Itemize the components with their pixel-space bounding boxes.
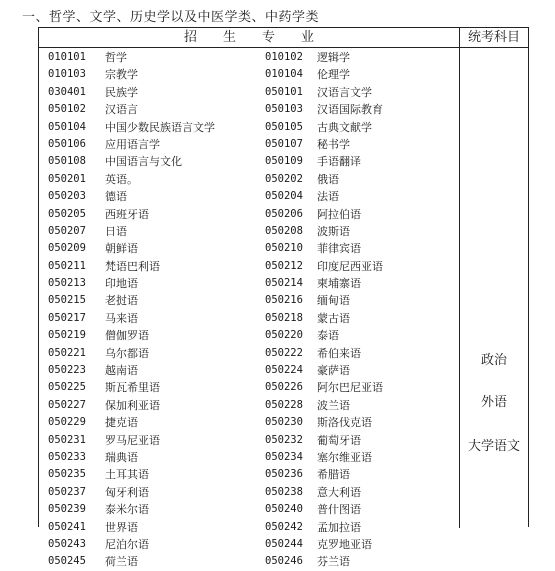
major-code: 050245: [48, 555, 86, 568]
major-code: 050223: [48, 364, 86, 377]
major-name: 老挝语: [105, 294, 138, 308]
table-row: [39, 223, 459, 240]
major-code: 050204: [265, 190, 303, 203]
major-name: 越南语: [105, 364, 138, 378]
table-row: [39, 275, 459, 292]
table-row: [39, 414, 459, 431]
major-code: 050244: [265, 537, 303, 550]
table-row: [39, 449, 459, 466]
major-name: 德语: [105, 190, 127, 204]
table-row: [39, 188, 459, 205]
major-name: 克罗地亚语: [317, 537, 372, 551]
majors-table: [38, 27, 529, 569]
major-code: 050212: [265, 259, 303, 272]
major-code: 050213: [48, 277, 86, 290]
major-code: 050221: [48, 346, 86, 359]
exam-subject-foreign-language: 外语: [480, 395, 507, 410]
major-name: 印地语: [105, 277, 138, 291]
table-row: [39, 136, 459, 153]
major-name: 民族学: [105, 85, 138, 99]
table-row: [39, 171, 459, 188]
major-name: 瑞典语: [105, 450, 138, 464]
major-name: 保加利亚语: [105, 398, 160, 412]
major-name: 宗教学: [105, 68, 138, 82]
major-code: 050237: [48, 485, 86, 498]
major-code: 050106: [48, 137, 86, 150]
major-code: 050101: [265, 85, 303, 98]
major-name: 斯瓦希里语: [105, 381, 160, 395]
major-code: 010102: [265, 51, 303, 63]
table-row: [39, 153, 459, 170]
major-code: 050240: [265, 503, 303, 516]
major-name: 波斯语: [317, 224, 350, 238]
table-row: [39, 501, 459, 518]
major-code: 050103: [265, 103, 303, 116]
major-name: 泰米尔语: [105, 503, 149, 517]
major-name: 汉语国际教育: [317, 103, 383, 117]
major-name: 中国少数民族语言文学: [105, 120, 215, 134]
major-code: 050214: [265, 277, 303, 290]
major-code: 010101: [48, 51, 86, 63]
major-name: 手语翻译: [317, 155, 361, 169]
major-name: 印度尼西亚语: [317, 259, 383, 273]
table-body: [39, 49, 459, 571]
major-name: 逻辑学: [317, 51, 350, 64]
major-name: 葡萄牙语: [317, 433, 361, 447]
major-name: 应用语言学: [105, 137, 160, 151]
major-name: 英语。: [105, 172, 138, 186]
major-code: 050219: [48, 329, 86, 342]
major-code: 050206: [265, 207, 303, 220]
table-row: [39, 84, 459, 101]
table-row: [39, 258, 459, 275]
major-name: 孟加拉语: [317, 520, 361, 534]
major-name: 西班牙语: [105, 207, 149, 221]
major-code: 050238: [265, 485, 303, 498]
table-row: [39, 379, 459, 396]
major-name: 匈牙利语: [105, 485, 149, 499]
major-name: 汉语言: [105, 103, 138, 117]
table-row: [39, 466, 459, 483]
major-code: 050203: [48, 190, 86, 203]
major-name: 意大利语: [317, 485, 361, 499]
table-row: [39, 206, 459, 223]
major-name: 乌尔都语: [105, 346, 149, 360]
major-code: 050107: [265, 137, 303, 150]
major-code: 050231: [48, 433, 86, 446]
major-name: 中国语言与文化: [105, 155, 182, 169]
major-name: 捷克语: [105, 416, 138, 430]
major-name: 缅甸语: [317, 294, 350, 308]
major-code: 050235: [48, 468, 86, 481]
table-row: [39, 310, 459, 327]
major-name: 日语: [105, 224, 127, 238]
major-name: 罗马尼亚语: [105, 433, 160, 447]
major-code: 050109: [265, 155, 303, 168]
major-code: 010104: [265, 68, 303, 81]
major-code: 050243: [48, 537, 86, 550]
major-code: 050225: [48, 381, 86, 394]
major-code: 050208: [265, 224, 303, 237]
table-row: [39, 519, 459, 536]
major-name: 土耳其语: [105, 468, 149, 482]
major-name: 阿尔巴尼亚语: [317, 381, 383, 395]
major-code: 050217: [48, 311, 86, 324]
major-code: 050228: [265, 398, 303, 411]
major-name: 汉语言文学: [317, 85, 372, 99]
major-name: 菲律宾语: [317, 242, 361, 256]
major-code: 050234: [265, 450, 303, 463]
major-name: 古典文献学: [317, 120, 372, 134]
major-code: 050233: [48, 450, 86, 463]
section-heading: 一、哲学、文学、历史学以及中医学类、中药学类: [22, 10, 320, 25]
major-code: 050218: [265, 311, 303, 324]
major-name: 波兰语: [317, 398, 350, 412]
major-code: 050215: [48, 294, 86, 307]
major-code: 050211: [48, 259, 86, 272]
major-name: 世界语: [105, 520, 138, 534]
major-code: 010103: [48, 68, 86, 81]
major-code: 050242: [265, 520, 303, 533]
major-code: 050209: [48, 242, 86, 255]
major-code: 050104: [48, 120, 86, 133]
major-name: 荷兰语: [105, 555, 138, 569]
major-code: 050239: [48, 503, 86, 516]
exam-subject-college-chinese: 大学语文: [467, 439, 520, 454]
table-row: [39, 66, 459, 83]
major-name: 塞尔维亚语: [317, 450, 372, 464]
major-code: 050227: [48, 398, 86, 411]
major-name: 豪萨语: [317, 364, 350, 378]
table-row: [39, 292, 459, 309]
table-row: [39, 327, 459, 344]
major-name: 蒙古语: [317, 311, 350, 325]
major-code: 050229: [48, 416, 86, 429]
major-code: 050232: [265, 433, 303, 446]
table-row: [39, 101, 459, 118]
table-row: [39, 397, 459, 414]
table-row: [39, 432, 459, 449]
major-name: 普什图语: [317, 503, 361, 517]
major-name: 伦理学: [317, 68, 350, 82]
major-code: 050216: [265, 294, 303, 307]
major-name: 芬兰语: [317, 555, 350, 569]
major-name: 希伯来语: [317, 346, 361, 360]
major-code: 050246: [265, 555, 303, 568]
header-major: 招生专业: [183, 30, 340, 45]
major-code: 050102: [48, 103, 86, 116]
major-code: 050210: [265, 242, 303, 255]
major-name: 梵语巴利语: [105, 259, 160, 273]
major-code: 050220: [265, 329, 303, 342]
major-code: 050205: [48, 207, 86, 220]
table-row: [39, 553, 459, 570]
major-name: 泰语: [317, 329, 339, 343]
major-code: 050236: [265, 468, 303, 481]
table-row: [39, 119, 459, 136]
table-row: [39, 240, 459, 257]
major-name: 哲学: [105, 51, 127, 64]
major-code: 050105: [265, 120, 303, 133]
major-code: 030401: [48, 85, 86, 98]
header-exam-subjects: 统考科目: [467, 30, 520, 45]
table-row: [39, 536, 459, 553]
major-code: 050207: [48, 224, 86, 237]
major-name: 俄语: [317, 172, 339, 186]
major-code: 050224: [265, 364, 303, 377]
exam-subject-politics: 政治: [480, 353, 507, 368]
major-code: 050202: [265, 172, 303, 185]
table-header: [39, 28, 528, 48]
major-name: 希腊语: [317, 468, 350, 482]
table-row: [39, 345, 459, 362]
major-code: 050108: [48, 155, 86, 168]
major-name: 法语: [317, 190, 339, 204]
table-row: [39, 484, 459, 501]
major-name: 马来语: [105, 311, 138, 325]
table-row: [39, 49, 459, 66]
major-code: 050222: [265, 346, 303, 359]
major-name: 尼泊尔语: [105, 537, 149, 551]
major-code: 050201: [48, 172, 86, 185]
table-row: [39, 362, 459, 379]
major-name: 斯洛伐克语: [317, 416, 372, 430]
major-name: 阿拉伯语: [317, 207, 361, 221]
major-name: 秘书学: [317, 137, 350, 151]
major-name: 柬埔寨语: [317, 277, 361, 291]
major-code: 050230: [265, 416, 303, 429]
major-code: 050241: [48, 520, 86, 533]
major-name: 僧伽罗语: [105, 329, 149, 343]
major-name: 朝鲜语: [105, 242, 138, 256]
major-code: 050226: [265, 381, 303, 394]
